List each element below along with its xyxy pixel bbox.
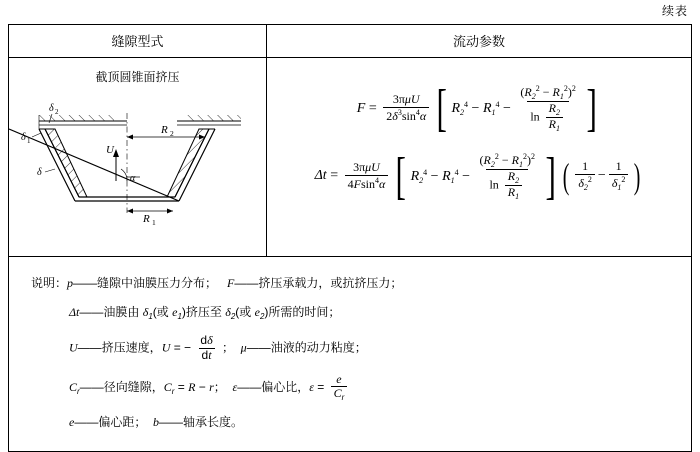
svg-text:R: R [143,213,150,225]
svg-text:R: R [161,124,168,136]
cone-squeeze-figure [9,85,267,235]
table-body-row [9,58,691,256]
note-line-3: U——挤压速度，U = − $\frac{d\delta}{dt}$ ； μ——油液的动力粘度； [69,332,367,362]
header-cell-flow-params: 流动参数 [452,34,505,49]
figure-cell [9,58,267,256]
equation-list [267,58,691,205]
note-line-1: 说明：p——缝隙中油膜压力分布； F——挤压承载力，或抗挤压力； [31,276,403,290]
notes-block [9,256,691,451]
note-line-2: Δt——油膜由 $\delta_1$(或 $e_1$)挤压至 $\delta_2$(或 $e_2$)所需的时间； [69,305,341,322]
svg-text:2: 2 [55,108,59,116]
svg-text:1: 1 [152,218,156,227]
header-cell-gap-type: 缝隙型式 [9,25,267,57]
svg-text:1: 1 [27,137,31,145]
svg-text:δ: δ [49,103,54,114]
figure-title: 截顶圆锥面挤压 [95,70,180,84]
svg-text:α: α [130,173,136,184]
svg-text:U: U [106,144,114,156]
svg-text:δ: δ [21,132,26,143]
svg-text:2: 2 [170,129,174,138]
equation-squeeze-time: Δt = $\frac{\text{3πμU}}{4Fsin^4\alpha}$ [ $R_2^4 - R_1^4$ − $(R_2^2 - R_1^2)^2$ ln $\frac{R_2}{R_1}$ ] ( $\frac{1}{\delta_2^2}$ − $\frac{1}{\delta_1^2}$ ) [314,147,641,205]
equations-cell [267,58,691,256]
svg-text:δ: δ [37,167,42,178]
note-line-5: e——偏心距； b——轴承长度。 [69,414,244,429]
note-line-4: $C_r——$径向缝隙，$C_r = R - r$； ε——偏心比，ε = $\frac{e}{C_r}$ [9,368,691,408]
equation-squeeze-force: F = $\frac{\text{3πμU}}{2\delta^3\sin^4\alpha}$ [ $R_2^4 - R_1^4$ − $(R_2^2 - R_1^2)^2$ ln $\frac{R_2}{R_1}$ ] [356,79,597,137]
table-header-row [9,25,691,58]
spec-table [8,24,692,452]
continued-table-label: 续表 [661,4,688,18]
